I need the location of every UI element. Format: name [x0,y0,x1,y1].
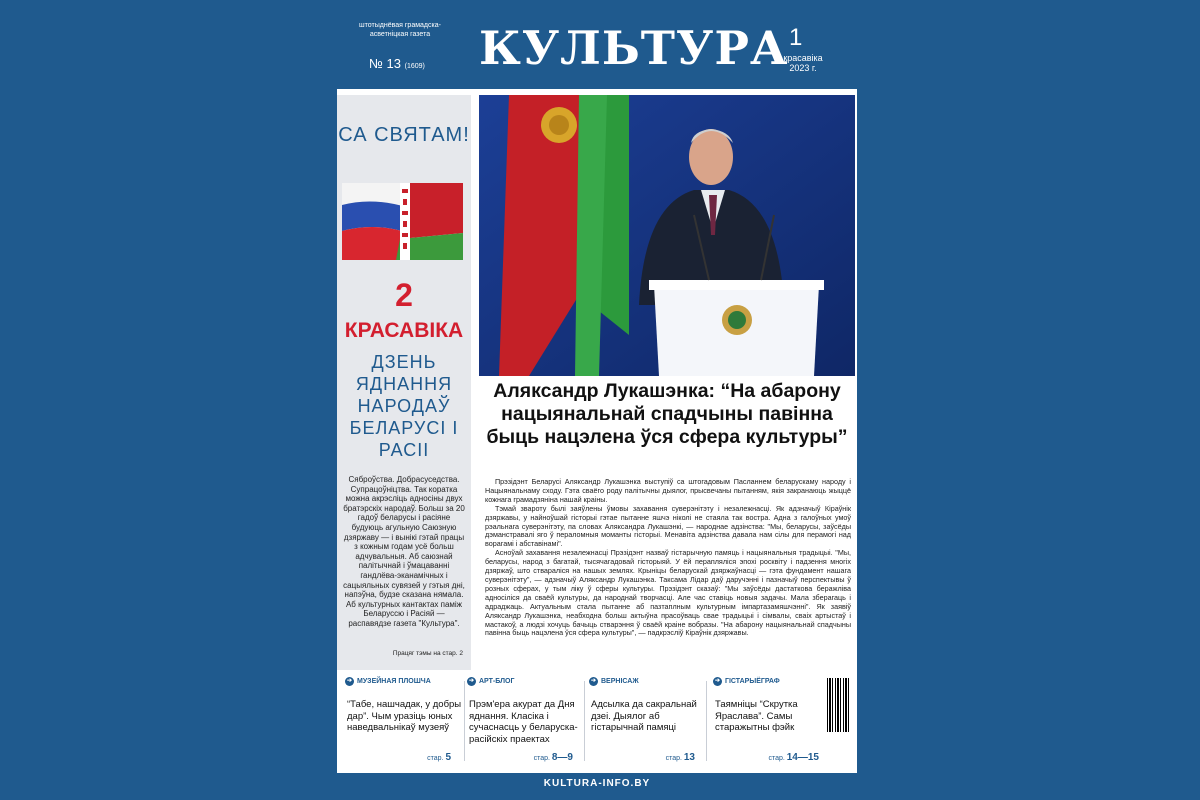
teaser-page-ref [666,752,695,763]
holiday-date-month: КРАСАВІКА [344,319,464,342]
holiday-name: ДЗЕНЬ ЯДНАННЯ НАРОДАЎ БЕЛАРУСІ І РАСІІ [349,352,459,460]
page-number: 14—15 [786,752,819,763]
article-headline: Аляксандр Лукашэнка: “На абарону нацыянальнай спадчыны павінна быць нацэлена ўся сфера культуры” [486,380,848,448]
teaser-museum[interactable] [339,675,463,767]
teaser-title: “Табе, нашчадак, у добры дар”. Чым уразіць юных наведвальнікаў музеяў [347,699,462,733]
russia-belarus-flag-image [342,183,463,260]
page-prefix: стар. [427,755,444,762]
page-number: 5 [445,752,451,763]
page-number: 13 [683,752,695,763]
greeting-heading: СА СВЯТАМ! [338,124,470,146]
teaser-category-label: ГІСТАРЫЁГРАФ [725,678,780,685]
teaser-category [345,677,431,686]
issue-number-value: № 13 [369,56,402,71]
holiday-date-number: 2 [395,277,413,313]
page-number: 8—9 [551,752,573,763]
teaser-art-blog[interactable] [461,675,585,767]
newspaper-title: КУЛЬТУРА [479,21,789,75]
sidebar-text: Сяброўства. Добрасуседства. Супрацоўніцтва. Так коратка можна акрэсліць адносіны двух братэрскіх народаў. Больш за 20 гадоў беларусы і расіяне будуюць агульную Саюзную дзяржаву — і вынікі гэтай працы з кожным годам усё больш адчувальныя. Аб саюзнай палітычнай і ўмацаванні гандлёва-эканамічных і сацыяльных сувязей у гэтыя дні, напэўна, будзе сказана нямала. Аб культурных кантактах паміж Беларуссю і Расіяй — распавядзе газета "Культура". [343,475,465,628]
teaser-page-ref [427,752,451,763]
teaser-historiograph[interactable] [707,675,831,767]
arrow-icon: ➔ [714,678,721,684]
lead-photo [479,95,855,376]
teaser-category [467,677,514,686]
issue-total: (1609) [404,63,425,70]
teaser-category [589,677,639,686]
arrow-icon: ➔ [468,678,475,684]
teaser-title: Адсылка да сакральнай дзеі. Дыялог аб гістарычнай памяці [591,699,697,733]
article-paragraph: Асноўай захавання незалежнасці Прэзідэнт назваў гістарычную памяць і нацыянальныя традыцыі. "Мы, беларусы, народ з багатай, тысячагадовай гісторыяй. У ёй перапляліся эпохі росквіту і падзення многіх дзяржаў, што ствараліся на нашых землях. Крыніцы беларускай дзяржаўнасці — гэта фундамент нашага суверэнітэту", — адзначыў Аляксандр Лукашэнка. Таксама Лідар даў даручэнні і пазначыў перспектывы ў розных сферах, у тым ліку ў сферы культуры. Прэзідэнт сказаў: "Мы заўсёды дастаткова беражліва адносіліся да сваёй культуры, да народнай творчасці. Але час ставіць новыя задачы. Мала зберагаць і адраджаць. Актуальным стала пытанне аб пазтаплным культурным імпартазамяшчэнні". Як заявіў Аляксандр Лукашэнка, неабходна больш актыўна прасоўваць свае традыцыі і сімвалы, сваіх артыстаў і мастакоў, а людзі хочуць бачыць стварэння ў сваёй краіне вобразы. "На абарону нацыянальнай спадчыны павінна быць нацэлена ўся сфера культуры", — падкрэсліў Кіраўнік дзяржавы. [485,548,851,638]
issue-number [369,56,425,71]
teaser-page-ref [768,752,819,763]
issue-month-year: красавіка 2023 г. [783,53,823,73]
arrow-icon: ➔ [346,678,353,684]
teaser-category-label: ВЕРНІСАЖ [601,678,639,685]
teaser-category [713,677,780,686]
issue-day: 1 [789,24,803,51]
article-paragraph: Прэзідэнт Беларусі Аляксандр Лукашэнка выступіў са штогадовым Пасланнем беларускаму народу і Нацыянальнаму сходу. Гэта сваёго роду палітычны дыялог, прысвечаны пытанням, якія закранаюць жыццё кожнага грамадзяніна нашай краіны. [485,477,851,504]
teaser-title: Таямніцы “Скрутка Яраслава”. Самы старажытны фэйк [715,699,798,733]
newspaper-front-page [337,10,857,794]
teasers-row [337,675,857,769]
website-footer[interactable]: KULTURA-INFO.BY [337,773,857,794]
continued-note: Працяг тэмы на стар. 2 [392,650,463,657]
page-prefix: стар. [768,755,785,762]
teaser-category-label: АРТ-БЛОГ [479,678,515,685]
masthead [337,10,857,89]
arrow-icon: ➔ [590,678,597,684]
article-body [485,478,851,638]
page-prefix: стар. [665,755,682,762]
masthead-tagline: штотыднёвая грамадска-асветніцкая газета [359,22,441,38]
teaser-vernissage[interactable] [583,675,707,767]
teaser-page-ref [534,752,573,763]
teaser-title: Прэм'ера акурат да Дня яднання. Класіка і сучаснасць у беларуска-расійскіх праектах [469,699,578,745]
page-prefix: стар. [533,755,550,762]
article-paragraph: Тэмай звароту былі заяўлены ўмовы захавання суверэнітэту і незалежнасці. Як адзначыў Кіраўнік дзяржавы, у найноўшай гісторыі гэтае пытанне яшчэ ніколі не стаяла так востра. Адна з галоўных умоў рэальнага суверэнітэту, па словах Аляксандра Лукашэнкі, — народнае адзінства: "Мы, беларусы, заўсёды дэманстравалі яго ў пераломныя моманты гісторыі. Менавіта адзінства давала нам сілы для перамогі над ворагамі і абставінамі". [485,503,851,549]
sidebar-holiday [337,95,471,670]
barcode [827,678,849,732]
teaser-category-label: МУЗЕЙНАЯ ПЛОШЧА [357,678,431,685]
